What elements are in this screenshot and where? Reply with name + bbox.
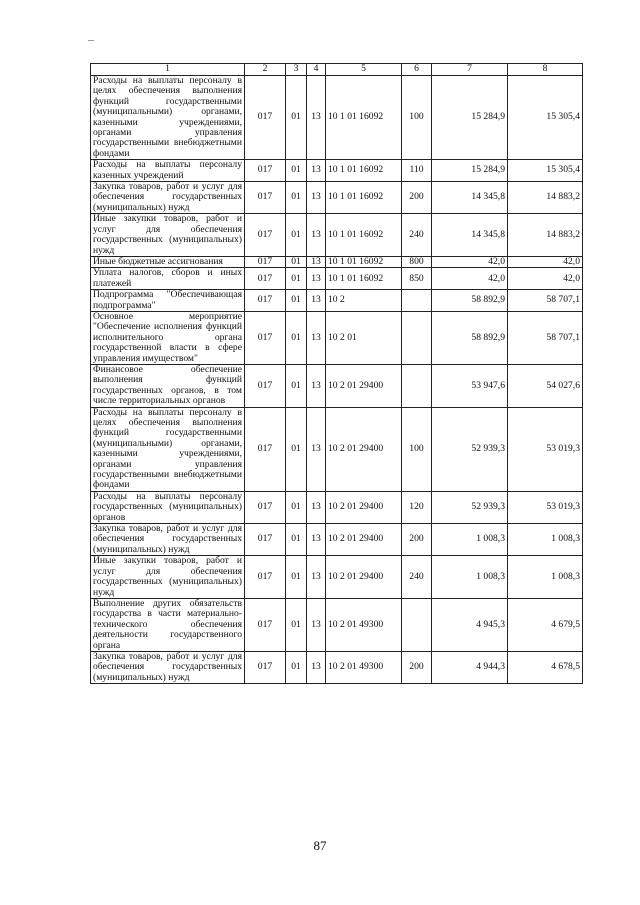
row-name-cell: Расходы на выплаты персоналу в целях обеспечения выполнения функций государственными (муниципальными) органами, казенными учреждениями, органами управления государственными внебюджетными фондами [91, 76, 245, 160]
target-article-cell: 10 1 01 16092 [326, 268, 402, 290]
table-row [91, 651, 583, 683]
subsection-code-cell: 13 [307, 598, 326, 651]
grbs-code-cell: 017 [245, 407, 286, 491]
amount-year2-cell: 1 008,3 [508, 556, 583, 599]
amount-year2-cell: 4 679,5 [508, 598, 583, 651]
row-name-cell: Основное мероприятие "Обеспечение исполнения функций исполнительного органа государственной власти в сфере управления имуществом" [91, 311, 245, 364]
subsection-code-cell: 13 [307, 524, 326, 556]
target-article-cell: 10 2 01 29400 [326, 556, 402, 599]
section-code-cell: 01 [286, 311, 307, 364]
section-code-cell: 01 [286, 160, 307, 182]
amount-year2-cell: 54 027,6 [508, 364, 583, 407]
section-code-cell: 01 [286, 290, 307, 312]
row-name-cell: Иные закупки товаров, работ и услуг для обеспечения государственных (муниципальных) нужд [91, 214, 245, 257]
section-code-cell: 01 [286, 182, 307, 214]
section-code-cell: 01 [286, 651, 307, 683]
section-code-cell: 01 [286, 268, 307, 290]
subsection-code-cell: 13 [307, 160, 326, 182]
grbs-code-cell: 017 [245, 268, 286, 290]
target-article-cell: 10 1 01 16092 [326, 160, 402, 182]
target-article-cell: 10 2 01 29400 [326, 364, 402, 407]
column-header: 5 [326, 64, 402, 76]
amount-year2-cell: 14 883,2 [508, 182, 583, 214]
subsection-code-cell: 13 [307, 651, 326, 683]
section-code-cell: 01 [286, 556, 307, 599]
grbs-code-cell: 017 [245, 556, 286, 599]
table-row [91, 290, 583, 312]
amount-year1-cell: 42,0 [432, 256, 508, 267]
expense-type-cell: 200 [402, 524, 432, 556]
target-article-cell: 10 2 01 [326, 311, 402, 364]
target-article-cell: 10 2 01 29400 [326, 491, 402, 523]
table-row [91, 182, 583, 214]
amount-year2-cell: 42,0 [508, 256, 583, 267]
grbs-code-cell: 017 [245, 290, 286, 312]
grbs-code-cell: 017 [245, 524, 286, 556]
grbs-code-cell: 017 [245, 311, 286, 364]
amount-year1-cell: 4 945,3 [432, 598, 508, 651]
table-row [91, 407, 583, 491]
column-header: 8 [508, 64, 583, 76]
target-article-cell: 10 1 01 16092 [326, 256, 402, 267]
expense-type-cell [402, 364, 432, 407]
expense-type-cell: 200 [402, 651, 432, 683]
expense-type-cell [402, 290, 432, 312]
row-name-cell: Закупка товаров, работ и услуг для обеспечения государственных (муниципальных) нужд [91, 182, 245, 214]
budget-table [90, 63, 583, 684]
section-code-cell: 01 [286, 76, 307, 160]
expense-type-cell: 110 [402, 160, 432, 182]
target-article-cell: 10 2 [326, 290, 402, 312]
subsection-code-cell: 13 [307, 491, 326, 523]
subsection-code-cell: 13 [307, 290, 326, 312]
row-name-cell: Закупка товаров, работ и услуг для обеспечения государственных (муниципальных) нужд [91, 524, 245, 556]
grbs-code-cell: 017 [245, 160, 286, 182]
table-row [91, 524, 583, 556]
subsection-code-cell: 13 [307, 311, 326, 364]
section-code-cell: 01 [286, 407, 307, 491]
row-name-cell: Расходы на выплаты персоналу казенных учреждений [91, 160, 245, 182]
grbs-code-cell: 017 [245, 182, 286, 214]
scan-artifact [88, 40, 94, 41]
amount-year1-cell: 53 947,6 [432, 364, 508, 407]
expense-type-cell: 100 [402, 407, 432, 491]
expense-type-cell: 800 [402, 256, 432, 267]
expense-type-cell: 240 [402, 556, 432, 599]
grbs-code-cell: 017 [245, 651, 286, 683]
amount-year1-cell: 4 944,3 [432, 651, 508, 683]
column-header: 2 [245, 64, 286, 76]
page-number: 87 [313, 838, 327, 853]
row-name-cell: Расходы на выплаты персоналу в целях обеспечения выполнения функций государственными (муниципальными) органами, казенными учреждениями, органами управления государственными внебюджетными фондами [91, 407, 245, 491]
table-row [91, 160, 583, 182]
subsection-code-cell: 13 [307, 556, 326, 599]
table-row [91, 598, 583, 651]
target-article-cell: 10 2 01 49300 [326, 651, 402, 683]
subsection-code-cell: 13 [307, 214, 326, 257]
expense-type-cell [402, 311, 432, 364]
table-row [91, 76, 583, 160]
amount-year1-cell: 1 008,3 [432, 524, 508, 556]
amount-year1-cell: 42,0 [432, 268, 508, 290]
column-header: 6 [402, 64, 432, 76]
amount-year1-cell: 58 892,9 [432, 311, 508, 364]
amount-year1-cell: 52 939,3 [432, 407, 508, 491]
grbs-code-cell: 017 [245, 598, 286, 651]
table-header-row [91, 64, 583, 76]
target-article-cell: 10 1 01 16092 [326, 214, 402, 257]
amount-year2-cell: 58 707,1 [508, 290, 583, 312]
subsection-code-cell: 13 [307, 256, 326, 267]
column-header: 1 [91, 64, 245, 76]
grbs-code-cell: 017 [245, 491, 286, 523]
target-article-cell: 10 2 01 49300 [326, 598, 402, 651]
amount-year2-cell: 53 019,3 [508, 407, 583, 491]
subsection-code-cell: 13 [307, 76, 326, 160]
amount-year1-cell: 15 284,9 [432, 160, 508, 182]
target-article-cell: 10 1 01 16092 [326, 76, 402, 160]
column-header: 7 [432, 64, 508, 76]
amount-year2-cell: 1 008,3 [508, 524, 583, 556]
row-name-cell: Уплата налогов, сборов и иных платежей [91, 268, 245, 290]
subsection-code-cell: 13 [307, 407, 326, 491]
table-body [91, 76, 583, 684]
expense-type-cell: 850 [402, 268, 432, 290]
grbs-code-cell: 017 [245, 364, 286, 407]
column-header: 3 [286, 64, 307, 76]
grbs-code-cell: 017 [245, 76, 286, 160]
amount-year1-cell: 58 892,9 [432, 290, 508, 312]
row-name-cell: Финансовое обеспечение выполнения функций государственных органов, в том числе территориальных органов [91, 364, 245, 407]
amount-year2-cell: 42,0 [508, 268, 583, 290]
expense-type-cell [402, 598, 432, 651]
table-row [91, 556, 583, 599]
section-code-cell: 01 [286, 524, 307, 556]
expense-type-cell: 120 [402, 491, 432, 523]
expense-type-cell: 240 [402, 214, 432, 257]
subsection-code-cell: 13 [307, 364, 326, 407]
target-article-cell: 10 1 01 16092 [326, 182, 402, 214]
row-name-cell: Подпрограмма "Обеспечивающая подпрограмма" [91, 290, 245, 312]
table-row [91, 268, 583, 290]
column-header: 4 [307, 64, 326, 76]
row-name-cell: Иные закупки товаров, работ и услуг для обеспечения государственных (муниципальных) нужд [91, 556, 245, 599]
target-article-cell: 10 2 01 29400 [326, 407, 402, 491]
section-code-cell: 01 [286, 598, 307, 651]
target-article-cell: 10 2 01 29400 [326, 524, 402, 556]
amount-year1-cell: 15 284,9 [432, 76, 508, 160]
amount-year1-cell: 52 939,3 [432, 491, 508, 523]
grbs-code-cell: 017 [245, 214, 286, 257]
expense-type-cell: 100 [402, 76, 432, 160]
amount-year2-cell: 15 305,4 [508, 76, 583, 160]
amount-year2-cell: 53 019,3 [508, 491, 583, 523]
amount-year2-cell: 58 707,1 [508, 311, 583, 364]
amount-year1-cell: 14 345,8 [432, 182, 508, 214]
row-name-cell: Закупка товаров, работ и услуг для обеспечения государственных (муниципальных) нужд [91, 651, 245, 683]
row-name-cell: Расходы на выплаты персоналу государственных (муниципальных) органов [91, 491, 245, 523]
amount-year2-cell: 14 883,2 [508, 214, 583, 257]
section-code-cell: 01 [286, 364, 307, 407]
subsection-code-cell: 13 [307, 182, 326, 214]
table-row [91, 214, 583, 257]
row-name-cell: Иные бюджетные ассигнования [91, 256, 245, 267]
table-row [91, 311, 583, 364]
row-name-cell: Выполнение других обязательств государства в части материально-технического обеспечения деятельности государственного органа [91, 598, 245, 651]
expense-type-cell: 200 [402, 182, 432, 214]
amount-year1-cell: 1 008,3 [432, 556, 508, 599]
section-code-cell: 01 [286, 256, 307, 267]
grbs-code-cell: 017 [245, 256, 286, 267]
amount-year1-cell: 14 345,8 [432, 214, 508, 257]
section-code-cell: 01 [286, 491, 307, 523]
table-row [91, 364, 583, 407]
amount-year2-cell: 4 678,5 [508, 651, 583, 683]
subsection-code-cell: 13 [307, 268, 326, 290]
table-row [91, 491, 583, 523]
table-row [91, 256, 583, 267]
amount-year2-cell: 15 305,4 [508, 160, 583, 182]
section-code-cell: 01 [286, 214, 307, 257]
